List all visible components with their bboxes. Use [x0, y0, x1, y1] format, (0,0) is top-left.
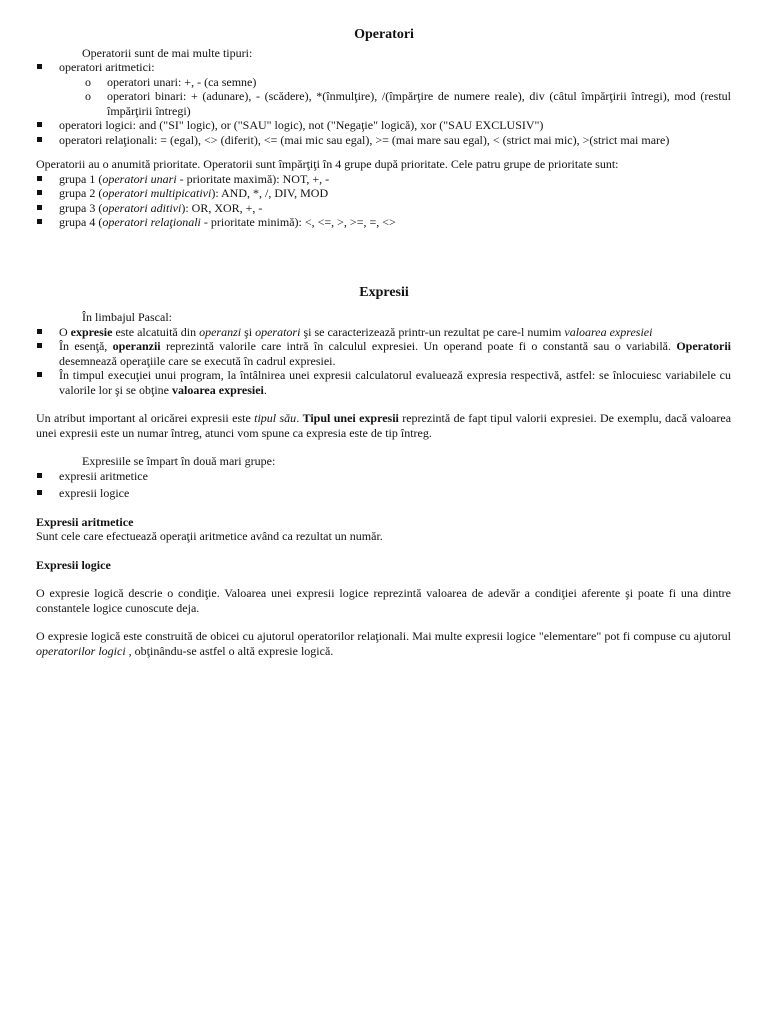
spacer	[36, 615, 731, 629]
priority-groups-list	[36, 172, 731, 230]
group-text: grupa 2 (	[59, 186, 103, 200]
text: O expresie logică este construită de obicei cu ajutorul operatorilor relaţionali. Mai multe expresii logice "elementare" pot fi compuse cu ajutorul	[36, 629, 731, 643]
list-item-expresii-logice: expresii logice	[36, 486, 731, 501]
list-item-grupa-4	[36, 215, 731, 230]
text: şi	[241, 324, 256, 339]
list-item-grupa-3	[36, 201, 731, 216]
italic-term: operanzi	[199, 324, 242, 339]
italic-term: operatori	[255, 324, 301, 339]
logic-paragraph-1: O expresie logică descrie o condiţie. Valoarea unei expresii logice reprezintă valoarea de adevăr a condiţiei aferente şi poate fi una dintre constantele logice cunoscute deja.	[36, 586, 731, 615]
bold-term: valoarea expresiei	[171, 382, 264, 397]
group-italic: operatori aditivi	[102, 200, 182, 215]
italic-term: operatorilor logici	[36, 643, 126, 658]
group-italic: operatori multipicativi	[102, 186, 212, 200]
expresii-definition-list	[36, 325, 731, 398]
heading-expresii-logice: Expresii logice	[36, 557, 111, 572]
list-item-grupa-1	[36, 172, 731, 187]
list-item-operatori-logici: operatori logici: and ("SI" logic), or ("SAU" logic), not ("Negaţie" logică), xor ("SAU EXCLUSIV")	[36, 118, 731, 133]
group-text: - prioritate minimă): <, <=, >, >=, =, <>	[200, 215, 396, 229]
expression-groups-list	[36, 469, 731, 501]
group-text: grupa 1 (	[59, 171, 103, 186]
bold-term: operanzii	[112, 339, 161, 353]
text: În esenţă,	[59, 339, 113, 353]
expresii-aritmetice-text: Sunt cele care efectuează operaţii aritmetice având ca rezultat un număr.	[36, 529, 383, 543]
heading-expresii-aritmetice: Expresii aritmetice	[36, 514, 134, 529]
section-operatori	[0, 46, 768, 230]
priority-paragraph: Operatorii au o anumită prioritate. Operatorii sunt împărţiţi în 4 grupe după prioritate. Cele patru grupe de prioritate sunt:	[36, 157, 619, 171]
group-italic: operatori relaţionali	[102, 215, 201, 229]
section-expresii	[0, 310, 768, 658]
text: este alcatuită din	[112, 324, 200, 339]
spacer	[36, 544, 731, 558]
operator-types-list	[36, 60, 731, 147]
text: reprezintă de fapt tipul valorii expresiei. De exemplu, dacă valoarea unei expresii este un numar întreg, atunci vom spune ca expresia este de tip întreg.	[36, 411, 732, 440]
text: , obţinându-se astfel o altă expresie logică.	[125, 643, 334, 658]
operatori-aritmetici-label: operatori aritmetici:	[59, 60, 155, 74]
text: .	[296, 411, 303, 425]
list-item-executie	[36, 368, 731, 397]
list-item-operatori-relationali: operatori relaţionali: = (egal), <> (diferit), <= (mai mic sau egal), >= (mai mare sau egal), < (strict mai mic), >(strict mai mare)	[36, 133, 731, 148]
spacer	[36, 397, 731, 411]
list-item-binari: o operatori binari: + (adunare), - (scădere), *(înmulţire), /(împărţire de numere reale), div (câtul împărţirii întregi), mod (restul împărţirii întregi)	[83, 89, 731, 118]
text: Un atribut important al oricărei expresii este	[36, 411, 255, 425]
list-item-expresii-aritmetice: expresii aritmetice	[36, 469, 731, 484]
group-text: grupa 4 (	[59, 215, 103, 229]
group-text: grupa 3 (	[59, 200, 103, 215]
bold-term: Tipul unei expresii	[302, 411, 399, 425]
list-item-unari: o operatori unari: +, - (ca semne)	[83, 75, 731, 90]
text: şi se caracterizează printr-un rezultat pe care-l numim	[300, 324, 565, 339]
group-text: ): OR, XOR, +, -	[181, 200, 263, 215]
text: .	[263, 382, 267, 397]
text: O	[59, 324, 71, 339]
italic-term: tipul său	[254, 411, 297, 425]
list-item-grupa-2	[36, 186, 731, 201]
operatori-intro: Operatorii sunt de mai multe tipuri:	[82, 45, 253, 60]
logic-paragraph-2	[36, 629, 731, 658]
italic-term: valoarea expresiei	[564, 324, 653, 339]
list-item-expresie-definition	[36, 325, 731, 340]
spacer	[36, 440, 731, 454]
bold-term: expresie	[70, 324, 113, 339]
group-text: - prioritate maximă): NOT, +, -	[176, 171, 330, 186]
bold-term: Operatorii	[676, 339, 731, 353]
spacer	[36, 501, 731, 515]
section-title-operatori: Operatori	[354, 27, 414, 42]
list-item-operatori-aritmetici	[36, 60, 731, 118]
group-italic: operatori unari	[102, 171, 177, 186]
arithmetic-sublist	[59, 75, 731, 119]
group-text: ): AND, *, /, DIV, MOD	[211, 186, 329, 200]
text: În timpul execuţiei unui program, la întâlnirea unei expresii calculatorul evaluează expresia respectivă, astfel: se înlocuiesc variabilele cu valorile lor şi se obţine	[59, 368, 731, 397]
expresii-intro: În limbajul Pascal:	[82, 310, 172, 324]
list-item-operanzii	[36, 339, 731, 368]
groups-intro: Expresiile se împart în două mari grupe:	[82, 454, 276, 468]
spacer	[36, 147, 731, 157]
text: reprezintă valorile care intră în calculul expresiei. Un operand poate fi o constantă sau o variabilă.	[160, 339, 677, 353]
section-title-expresii: Expresii	[359, 284, 409, 300]
spacer	[36, 572, 731, 586]
atribut-paragraph	[36, 411, 731, 440]
text: desemnează operaţiile care se execută în cadrul expresiei.	[59, 353, 336, 368]
spacer	[0, 230, 768, 253]
